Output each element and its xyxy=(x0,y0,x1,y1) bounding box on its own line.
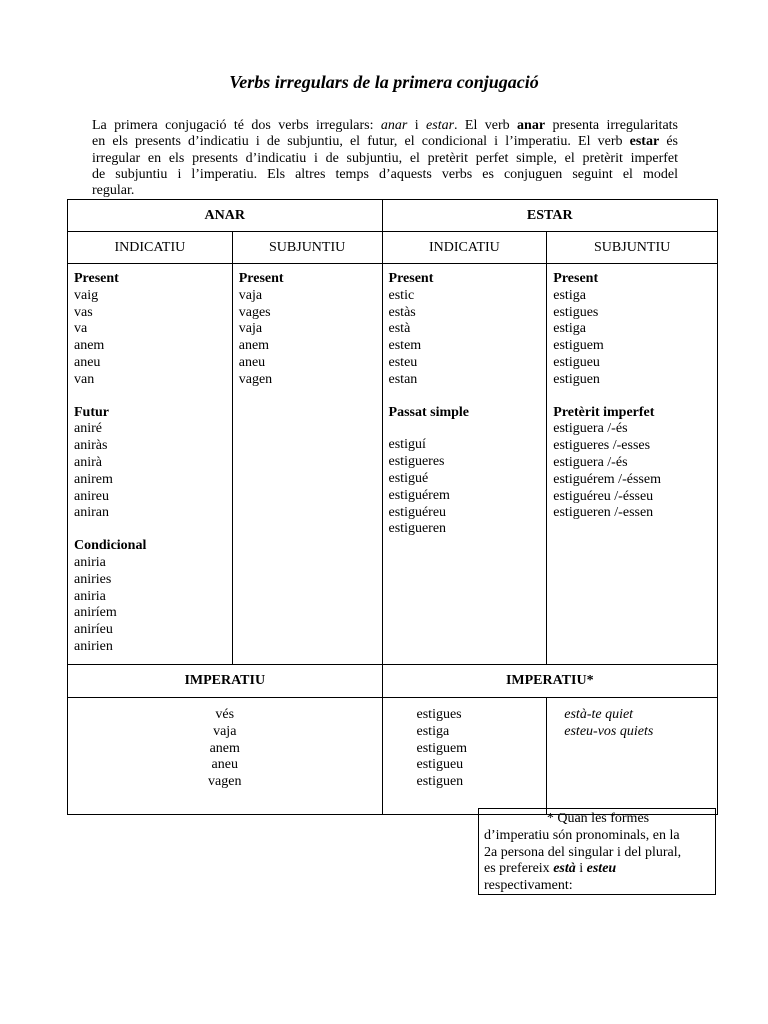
estar-subjuntiu-header: SUBJUNTIU xyxy=(547,232,718,264)
intro-line-1: La primera conjugació té dos verbs irregulars: anar i estar. El verb anar presenta irregularitats xyxy=(92,118,679,133)
verb-form: estiguérem xyxy=(388,487,450,503)
verb-form: aniria xyxy=(74,588,106,604)
estar-header: ESTAR xyxy=(382,200,717,232)
estar-indicatiu-column xyxy=(382,264,547,665)
estar-imperatiu-pronominal-cell xyxy=(547,698,718,815)
conjugation-table xyxy=(67,199,718,815)
verb-form: vaja xyxy=(238,321,263,337)
verb-form: vaja xyxy=(238,287,263,303)
verb-form: va xyxy=(74,321,88,337)
verb-form: aniríem xyxy=(74,605,117,621)
verb-form: estiga xyxy=(553,321,586,337)
anar-imperatiu-header: IMPERATIU xyxy=(68,665,383,698)
verb-form: estigué xyxy=(388,470,429,486)
intro-line-3: irregular en els presents d’indicatiu i de subjuntiu, el pretèrit perfet simple, el pretèrit imperfet xyxy=(92,150,678,166)
verb-form: aniran xyxy=(74,505,109,521)
intro-line-5: regular. xyxy=(92,183,135,199)
verb-form: estigues xyxy=(416,707,462,722)
verb-form: esteu xyxy=(388,354,418,370)
verb-form: estiguen xyxy=(553,371,600,387)
intro-paragraph xyxy=(92,118,678,199)
verb-form: estiguen xyxy=(416,774,464,790)
verb-form: estigueu xyxy=(553,354,600,370)
verb-form: anirien xyxy=(74,638,113,654)
verb-form: aniríeu xyxy=(74,622,113,638)
verb-form: estigueres xyxy=(388,454,445,470)
verb-form: vages xyxy=(238,304,271,320)
verb-form: estigueu xyxy=(416,757,464,773)
verb-form: anireu xyxy=(74,488,109,504)
verb-form: estiguérem /-éssem xyxy=(553,471,661,487)
anar-header: ANAR xyxy=(68,200,383,232)
section-title: Passat simple xyxy=(388,404,470,420)
verb-form: estigueren xyxy=(388,521,447,537)
verb-form: estiga xyxy=(553,287,586,303)
footnote-box xyxy=(478,808,716,895)
verb-form: aneu xyxy=(211,757,238,773)
section-title: Present xyxy=(388,271,434,286)
verb-form: estiguera /-és xyxy=(553,421,628,437)
verb-form: van xyxy=(74,371,95,387)
footnote-line: d’imperatiu són pronominals, en la xyxy=(484,827,680,843)
section-title: Futur xyxy=(74,404,109,420)
section-title: Present xyxy=(238,271,284,286)
estar-imperatiu-cell xyxy=(382,698,547,815)
verb-form: aniràs xyxy=(74,438,108,454)
estar-imperatiu-header: IMPERATIU* xyxy=(382,665,717,698)
footnote-line: respectivament: xyxy=(484,878,573,894)
estar-indicatiu-header: INDICATIU xyxy=(382,232,547,264)
page-title: Verbs irregulars de la primera conjugació xyxy=(229,72,539,92)
verb-form: aniries xyxy=(74,571,112,587)
section-title: Condicional xyxy=(74,538,147,554)
verb-form: està-te quiet xyxy=(564,707,634,722)
verb-form: vagen xyxy=(208,774,242,790)
verb-form: estiguéreu xyxy=(388,504,447,520)
verb-form: aniré xyxy=(74,421,102,437)
verb-form: vaja xyxy=(213,723,237,739)
verb-form: vés xyxy=(215,707,235,722)
verb-form: estiga xyxy=(416,723,450,739)
intro-line-2: en els presents d’indicatiu i de subjuntiu, el futur, el condicional i l’imperatiu. El verb estar és xyxy=(92,134,678,150)
verb-form: aneu xyxy=(238,354,266,370)
verb-form: anem xyxy=(209,740,240,756)
verb-form: estàs xyxy=(388,304,416,320)
verb-form: aniria xyxy=(74,554,106,570)
anar-imperatiu-cell xyxy=(68,698,383,815)
anar-indicatiu-column xyxy=(68,264,233,665)
verb-form: està xyxy=(388,321,411,337)
section-title: Present xyxy=(74,271,119,286)
verb-form: anirà xyxy=(74,454,102,470)
section-title: Present xyxy=(553,271,599,286)
verb-form: estiguéreu /-ésseu xyxy=(553,488,654,504)
verb-form: estigues xyxy=(553,304,599,320)
verb-form: estem xyxy=(388,338,422,354)
intro-line-4: de subjuntiu i l’imperatiu. Els altres temps d’aquests verbs es conjuguen seguint el model xyxy=(92,166,678,182)
verb-form: esteu-vos quiets xyxy=(564,723,654,739)
verb-form: aneu xyxy=(74,354,101,370)
verb-form: estiguem xyxy=(553,338,604,354)
footnote-line: * Quan les formes xyxy=(546,811,650,826)
verb-form: estigueren /-essen xyxy=(553,505,654,521)
verb-form: vagen xyxy=(238,371,273,387)
verb-form: estic xyxy=(388,287,415,303)
verb-form: estiguera /-és xyxy=(553,454,628,470)
footnote-line: es prefereix està i esteu xyxy=(484,861,617,877)
section-title: Pretèrit imperfet xyxy=(553,404,655,420)
verb-form: estigueres /-esses xyxy=(553,438,651,454)
verb-form: vaig xyxy=(74,287,99,303)
verb-form: anem xyxy=(74,338,105,354)
footnote-line: 2a persona del singular i del plural, xyxy=(484,844,682,860)
verb-form: estiguem xyxy=(416,740,468,756)
verb-form: anem xyxy=(238,338,270,354)
anar-indicatiu-header: INDICATIU xyxy=(68,232,233,264)
verb-form: anirem xyxy=(74,471,113,487)
verb-form: estiguí xyxy=(388,437,426,453)
verb-form: estan xyxy=(388,371,418,387)
verb-form: vas xyxy=(74,304,93,320)
anar-subjuntiu-header: SUBJUNTIU xyxy=(232,232,382,264)
estar-subjuntiu-column xyxy=(547,264,718,665)
anar-subjuntiu-column xyxy=(232,264,382,665)
